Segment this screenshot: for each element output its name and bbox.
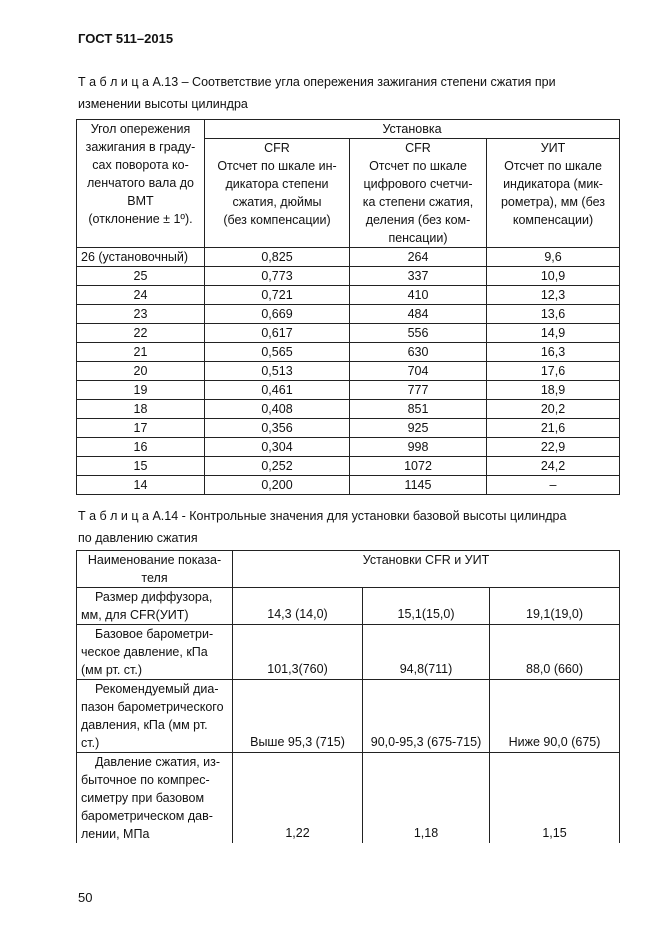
cfr-digital-cell: 630 xyxy=(350,343,487,362)
document-code: ГОСТ 511–2015 xyxy=(78,31,174,46)
value-cell: 94,8(711) xyxy=(363,625,490,680)
value-cell: 19,1(19,0) xyxy=(490,588,620,625)
value-cell: 88,0 (660) xyxy=(490,625,620,680)
table-row xyxy=(77,753,620,844)
value-cell: 101,3(760) xyxy=(233,625,363,680)
value-cell: 90,0-95,3 (675-715) xyxy=(363,680,490,753)
uit-cell: 18,9 xyxy=(487,381,620,400)
table13-caption: Т а б л и ц а А.13 – Соответствие угла опережения зажигания степени сжатия при изменении высоты цилиндра xyxy=(78,75,556,111)
angle-cell: 20 xyxy=(77,362,205,381)
uit-cell: 10,9 xyxy=(487,267,620,286)
angle-cell: 14 xyxy=(77,476,205,495)
table-row xyxy=(77,457,620,476)
table-row xyxy=(77,362,620,381)
cfr-indicator-cell: 0,252 xyxy=(205,457,350,476)
ignition-compression-table xyxy=(76,119,620,495)
value-cell: 1,22 xyxy=(233,753,363,844)
table-row xyxy=(77,305,620,324)
uit-cell: – xyxy=(487,476,620,495)
cfr-digital-cell: 851 xyxy=(350,400,487,419)
table-row xyxy=(77,286,620,305)
cfr-digital-cell: 925 xyxy=(350,419,487,438)
cfr-indicator-cell: 0,565 xyxy=(205,343,350,362)
indicator-name-cell: Размер диффузора, мм, для CFR(УИТ) xyxy=(77,588,233,625)
angle-cell: 18 xyxy=(77,400,205,419)
cfr-digital-cell: 556 xyxy=(350,324,487,343)
angle-cell: 24 xyxy=(77,286,205,305)
value-cell: 14,3 (14,0) xyxy=(233,588,363,625)
table-row xyxy=(77,588,620,625)
value-cell: 1,18 xyxy=(363,753,490,844)
cfr-digital-cell: 998 xyxy=(350,438,487,457)
cfr-digital-cell: 264 xyxy=(350,248,487,267)
table-row xyxy=(77,438,620,457)
cfr-digital-cell: 1072 xyxy=(350,457,487,476)
value-cell: Ниже 90,0 (675) xyxy=(490,680,620,753)
page-number: 50 xyxy=(78,890,93,905)
value-cell: 15,1(15,0) xyxy=(363,588,490,625)
angle-cell: 16 xyxy=(77,438,205,457)
uit-cell: 13,6 xyxy=(487,305,620,324)
cfr-digital-cell: 484 xyxy=(350,305,487,324)
indicator-name-cell: Базовое барометри- ческое давление, кПа (мм рт. ст.) xyxy=(77,625,233,680)
uit-cell: 20,2 xyxy=(487,400,620,419)
col-ignition-angle-header: Угол опережения зажигания в граду- сах поворота ко- ленчатого вала до ВМТ (отклонение ± 1º). xyxy=(77,120,205,248)
angle-cell: 23 xyxy=(77,305,205,324)
cfr-uit-group-header: Установки CFR и УИТ xyxy=(233,551,620,588)
installation-group-header: Установка xyxy=(205,120,620,139)
value-cell: Выше 95,3 (715) xyxy=(233,680,363,753)
col-cfr-digital-header: CFR Отсчет по шкале цифрового счетчи- ка степени сжатия, деления (без ком- пенсации) xyxy=(350,139,487,248)
table-row xyxy=(77,248,620,267)
uit-cell: 16,3 xyxy=(487,343,620,362)
uit-cell: 17,6 xyxy=(487,362,620,381)
cfr-digital-cell: 410 xyxy=(350,286,487,305)
table-row xyxy=(77,680,620,753)
col-uit-header: УИТ Отсчет по шкале индикатора (мик- рометра), мм (без компенсации) xyxy=(487,139,620,248)
uit-cell: 24,2 xyxy=(487,457,620,476)
cfr-indicator-cell: 0,461 xyxy=(205,381,350,400)
cfr-indicator-cell: 0,200 xyxy=(205,476,350,495)
uit-cell: 9,6 xyxy=(487,248,620,267)
table14-caption: Т а б л и ц а А.14 - Контрольные значения для установки базовой высоты цилиндра по давлению сжатия xyxy=(78,509,567,545)
cfr-indicator-cell: 0,773 xyxy=(205,267,350,286)
uit-cell: 14,9 xyxy=(487,324,620,343)
table-row xyxy=(77,267,620,286)
cfr-digital-cell: 704 xyxy=(350,362,487,381)
indicator-name-cell: Давление сжатия, из- быточное по компрес- симетру при базовом барометрическом дав- лении, МПа xyxy=(77,753,233,844)
value-cell: 1,15 xyxy=(490,753,620,844)
table-row xyxy=(77,400,620,419)
col-indicator-name-header: Наименование показа- теля xyxy=(77,551,233,588)
cylinder-height-control-table xyxy=(76,550,620,843)
uit-cell: 21,6 xyxy=(487,419,620,438)
cfr-indicator-cell: 0,408 xyxy=(205,400,350,419)
angle-cell: 26 (установочный) xyxy=(77,248,205,267)
cfr-digital-cell: 1145 xyxy=(350,476,487,495)
cfr-digital-cell: 337 xyxy=(350,267,487,286)
cfr-indicator-cell: 0,304 xyxy=(205,438,350,457)
angle-cell: 17 xyxy=(77,419,205,438)
cfr-digital-cell: 777 xyxy=(350,381,487,400)
angle-cell: 22 xyxy=(77,324,205,343)
angle-cell: 19 xyxy=(77,381,205,400)
cfr-indicator-cell: 0,513 xyxy=(205,362,350,381)
cfr-indicator-cell: 0,825 xyxy=(205,248,350,267)
indicator-name-cell: Рекомендуемый диа- пазон барометрического давления, кПа (мм рт. ст.) xyxy=(77,680,233,753)
table-row xyxy=(77,324,620,343)
table-row xyxy=(77,476,620,495)
table-row xyxy=(77,625,620,680)
cfr-indicator-cell: 0,617 xyxy=(205,324,350,343)
col-cfr-indicator-header: CFR Отсчет по шкале ин- дикатора степени сжатия, дюймы (без компенсации) xyxy=(205,139,350,248)
uit-cell: 12,3 xyxy=(487,286,620,305)
cfr-indicator-cell: 0,669 xyxy=(205,305,350,324)
table-row xyxy=(77,343,620,362)
cfr-indicator-cell: 0,356 xyxy=(205,419,350,438)
cfr-indicator-cell: 0,721 xyxy=(205,286,350,305)
angle-cell: 15 xyxy=(77,457,205,476)
table-row xyxy=(77,419,620,438)
angle-cell: 21 xyxy=(77,343,205,362)
table-row xyxy=(77,381,620,400)
uit-cell: 22,9 xyxy=(487,438,620,457)
angle-cell: 25 xyxy=(77,267,205,286)
